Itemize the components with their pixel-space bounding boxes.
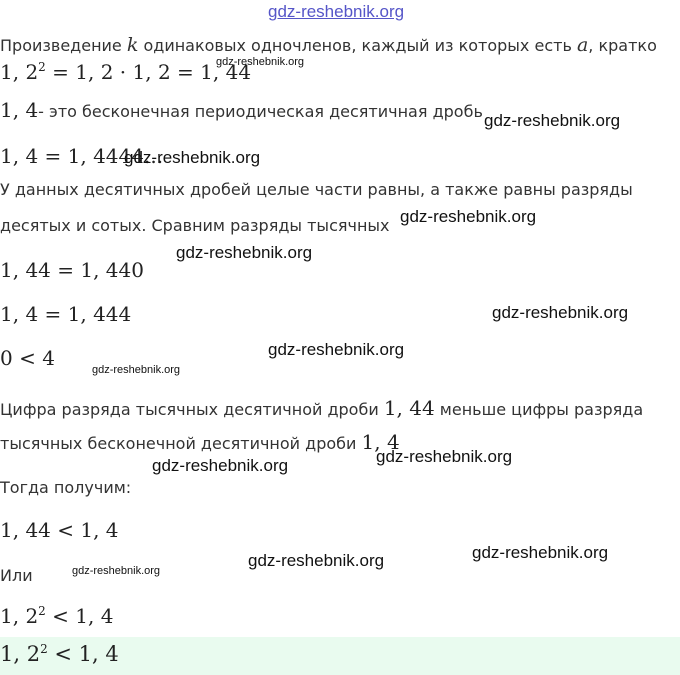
then-text: Тогда получим: <box>0 478 132 497</box>
watermark: gdz-reshebnik.org <box>268 340 405 359</box>
digit-text-c: тысячных бесконечной десятичной дроби <box>0 434 362 453</box>
var-k: k <box>126 34 139 56</box>
square-exponent: 2 <box>38 60 46 74</box>
watermark: gdz-reshebnik.org <box>492 303 629 322</box>
answer-rest: < 1, 4 <box>47 642 119 666</box>
watermark: gdz-reshebnik.org <box>376 447 513 466</box>
answer-exponent: 2 <box>40 642 48 656</box>
digit-text-b: меньше цифры разряда <box>434 400 644 419</box>
watermark: gdz-reshebnik.org <box>72 565 161 577</box>
digit-explanation-1 <box>0 396 643 420</box>
watermark: gdz-reshebnik.org <box>176 243 313 262</box>
explanation-line-1: У данных десятичных дробей целые части равны, а также равны разряды <box>0 180 633 199</box>
periodic-text: - это бесконечная периодическая десятичная дробь <box>38 102 483 121</box>
explanation-line-2: десятых и сотых. Сравним разряды тысячных <box>0 216 390 235</box>
watermark: gdz-reshebnik.org <box>216 56 305 68</box>
watermark: gdz-reshebnik.org <box>472 543 609 562</box>
equation-1-4: 1, 4 = 1, 444 <box>0 302 132 326</box>
periodic-number: 1, 4 <box>0 98 39 122</box>
periodic-expansion: 1, 4 = 1, 4444... <box>0 144 164 168</box>
watermark: gdz-reshebnik.org <box>124 148 261 167</box>
var-a: a <box>576 34 589 56</box>
intro-text-c: , кратко <box>588 36 657 55</box>
answer-base: 1, 2 <box>0 642 41 666</box>
answer-line <box>0 642 119 666</box>
digit-number: 1, 44 <box>383 396 435 420</box>
final-exponent: 2 <box>38 604 46 618</box>
or-text: Или <box>0 566 33 585</box>
final-rest: < 1, 4 <box>45 604 114 628</box>
equation-1-44: 1, 44 = 1, 440 <box>0 258 144 282</box>
watermark: gdz-reshebnik.org <box>92 364 181 376</box>
intro-line <box>0 34 657 56</box>
digit-number-2: 1, 4 <box>361 430 400 454</box>
digit-text-a: Цифра разряда тысячных десятичной дроби <box>0 400 384 419</box>
header-watermark[interactable]: gdz-reshebnik.org <box>268 2 405 21</box>
comparison-digits: 0 < 4 <box>0 346 55 370</box>
intro-text-b: одинаковых одночленов, каждый из которых есть <box>138 36 577 55</box>
intro-text-a: Произведение <box>0 36 127 55</box>
final-comparison <box>0 604 113 628</box>
watermark: gdz-reshebnik.org <box>484 111 621 130</box>
periodic-line <box>0 98 483 122</box>
watermark: gdz-reshebnik.org <box>400 207 537 226</box>
square-equation <box>0 60 251 84</box>
square-base: 1, 2 <box>0 60 39 84</box>
result-comparison: 1, 44 < 1, 4 <box>0 518 119 542</box>
digit-explanation-2 <box>0 430 400 454</box>
square-rest: = 1, 2 · 1, 2 = 1, 44 <box>45 60 252 84</box>
watermark: gdz-reshebnik.org <box>152 456 289 475</box>
final-base: 1, 2 <box>0 604 39 628</box>
watermark: gdz-reshebnik.org <box>248 551 385 570</box>
